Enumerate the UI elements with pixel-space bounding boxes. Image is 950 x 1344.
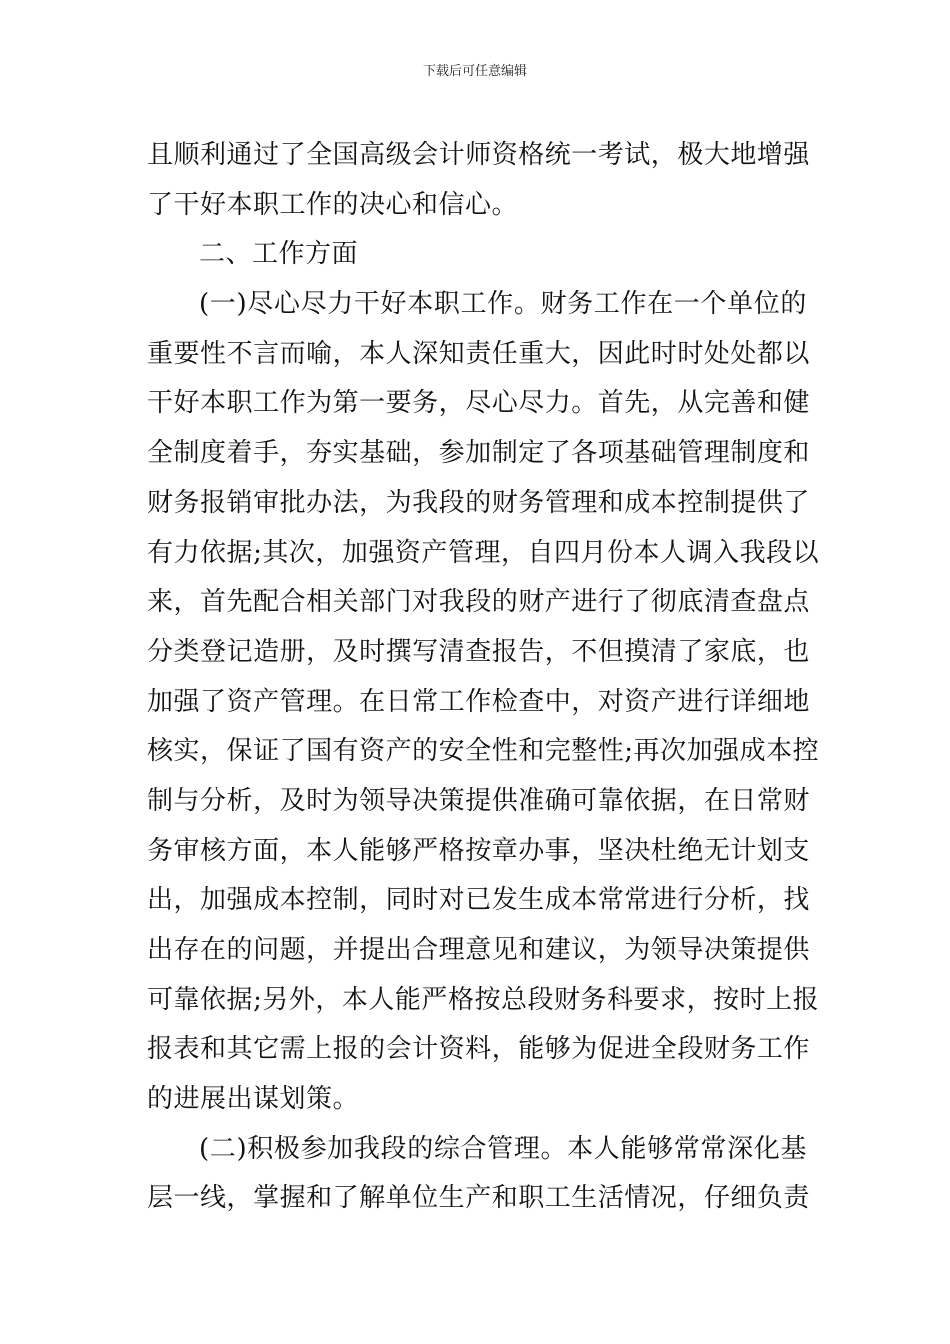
text-line: ( 一 ) 尽 心 尽 力 干 好 本 职 工 作 。 财 务 工 作 在 一 个 单 位 的 [199, 289, 807, 320]
text-line: 且 顺 利 通 过 了 全 国 高 级 会 计 师 资 格 统 一 考 试 ， 极 大 地 增 强 [147, 140, 810, 170]
text-line: 制 与 分 析 ， 及 时 为 领 导 决 策 提 供 准 确 可 靠 依 据 ， 在 日 常 财 [147, 785, 810, 816]
text-line: 了干好本职工作的决心和信心。 [147, 189, 519, 220]
text-line: 干 好 本 职 工 作 为 第 一 要 务 ， 尽 心 尽 力 。 首 先 ， 从 完 善 和 健 [147, 388, 810, 419]
text-line: 出 ， 加 强 成 本 控 制 ， 同 时 对 已 发 生 成 本 常 常 进 行 分 析 ， 找 [147, 885, 810, 916]
text-line: 可 靠 依 据 ; 另 外 ， 本 人 能 严 格 按 总 段 财 务 科 要 求 ， 按 时 上 报 [147, 984, 820, 1015]
text-line: 有 力 依 据 ; 其 次 ， 加 强 资 产 管 理 ， 自 四 月 份 本 人 调 入 我 段 以 [147, 537, 820, 568]
text-line: 的进展出谋划策。 [147, 1084, 360, 1115]
page-header: 下载后可任意编辑 [422, 64, 527, 79]
text-line: 出 存 在 的 问 题 ， 并 提 出 合 理 意 见 和 建 议 ， 为 领 导 决 策 提 供 [147, 935, 810, 965]
text-line: 报 表 和 其 它 需 上 报 的 会 计 资 料 ， 能 够 为 促 进 全 段 财 务 工 作 [147, 1034, 810, 1065]
text-line: ( 二 ) 积 极 参 加 我 段 的 综 合 管 理 。 本 人 能 够 常 常 深 化 基 [199, 1133, 807, 1164]
text-line: 层 一 线 ， 掌 握 和 了 解 单 位 生 产 和 职 工 生 活 情 况 ， 仔 细 负 责 [147, 1183, 810, 1214]
text-line: 财 务 报 销 审 批 办 法 ， 为 我 段 的 财 务 管 理 和 成 本 控 制 提 供 了 [147, 487, 810, 518]
text-line: 务 审 核 方 面 ， 本 人 能 够 严 格 按 章 办 事 ， 坚 决 杜 绝 无 计 划 支 [147, 835, 810, 866]
text-line: 重 要 性 不 言 而 喻 ， 本 人 深 知 责 任 重 大 ， 因 此 时 时 处 处 都 以 [147, 338, 810, 369]
text-line: 分 类 登 记 造 册 ， 及 时 撰 写 清 查 报 告 ， 不 但 摸 清 了 家 底 ， 也 [147, 636, 810, 667]
text-line: 加 强 了 资 产 管 理 。 在 日 常 工 作 检 查 中 ， 对 资 产 进 行 详 细 地 [147, 686, 810, 717]
text-line: 来 ， 首 先 配 合 相 关 部 门 对 我 段 的 财 产 进 行 了 彻 底 清 查 盘 点 [147, 587, 810, 618]
text-line: 全 制 度 着 手 ， 夯 实 基 础 ， 参 加 制 定 了 各 项 基 础 管 理 制 度 和 [147, 438, 810, 469]
document-body [147, 131, 820, 1224]
text-line: 核 实 ， 保 证 了 国 有 资 产 的 安 全 性 和 完 整 性 ; 再 次 加 强 成 本 控 [147, 736, 820, 767]
text-line: 二、工作方面 [199, 239, 359, 270]
